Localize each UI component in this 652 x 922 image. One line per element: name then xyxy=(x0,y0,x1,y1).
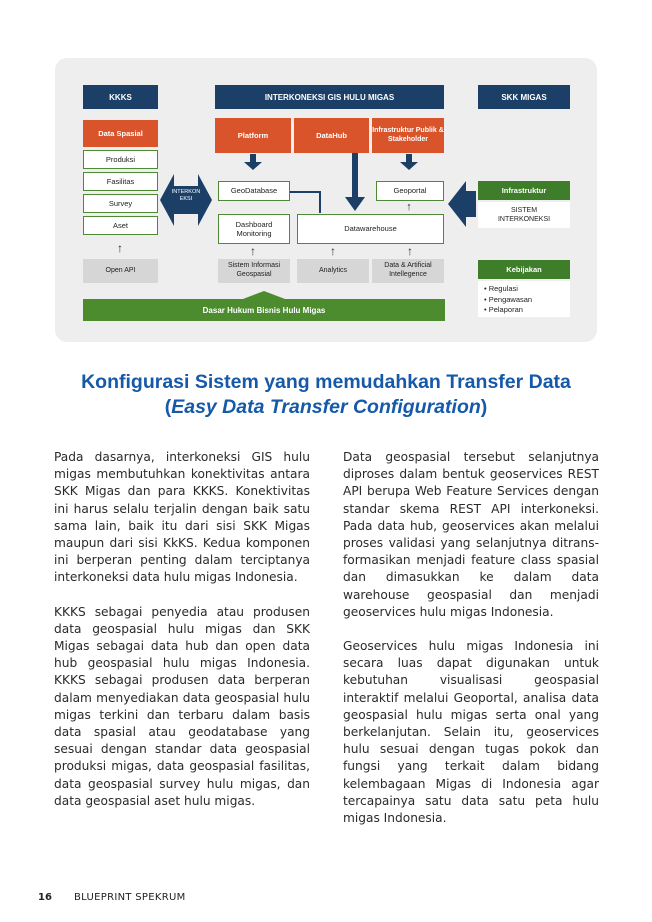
arrow-up-icon: ↑ xyxy=(406,201,412,213)
footer-title: BLUEPRINT SPEKRUM xyxy=(74,892,186,903)
arrow-down-icon xyxy=(244,154,262,170)
paragraph: Geoservices hulu migas Indonesia ini secara luas dapat digunakan untuk kebutuhan visualisasi geospasial interaktif melalui Geoportal, analisa data geospasial hulu migas serta onal yang berkelanjutan. Selain itu, geoservices hulu sesuai dengan tugas pokok dan fungsi yang terkait dalam bidang kelembagaan Migas di Indonesia agar tercapainya satu data satu peta hulu migas Indonesia. xyxy=(343,639,599,826)
header-interkoneksi: INTERKONEKSI GIS HULU MIGAS xyxy=(215,85,444,109)
paragraph: Pada dasarnya, interkoneksi GIS hulu migas membutuhkan konektivitas antara SKK Migas dan para KKKS. Konektivitas ini harus selalu terjalin dengan baik satu sama lain, baik itu dari sisi SKK Migas maupun dari sisi KkKS. Kedua komponen ini berperan penting dalam terciptanya interkoneksi data hulu migas Indonesia. xyxy=(54,450,310,585)
header-kkks: KKKS xyxy=(83,85,158,109)
connector-line xyxy=(319,191,321,213)
arrow-up-icon: ↑ xyxy=(117,241,123,255)
arrow-left-icon xyxy=(448,181,476,227)
produksi-box: Produksi xyxy=(83,150,158,169)
fasilitas-box: Fasilitas xyxy=(83,172,158,191)
left-column xyxy=(54,449,310,827)
paragraph: Data geospasial tersebut selanjutnya diproses dalam bentuk geoservices REST API berupa Web Feature Services dengan standar skema REST API interkoneksi. Pada data hub, geoservices akan melalui proses validasi yang selanjutnya ditrans-formasikan menjadi feature class spasial dan dimasukkan ke dalam data warehouse geospasial dan menjadi geoservices hulu migas Indonesia. xyxy=(343,450,599,619)
page-title xyxy=(30,370,622,420)
aset-box: Aset xyxy=(83,216,158,235)
title-line-2: (Easy Data Transfer Configuration) xyxy=(164,396,488,418)
list-item: • Regulasi xyxy=(484,284,518,293)
interkoneksi-label: INTERKON EKSI xyxy=(171,189,201,202)
datahub-box: DataHub xyxy=(294,118,369,153)
platform-box: Platform xyxy=(215,118,291,153)
dashboard-monitoring-box: Dashboard Monitoring xyxy=(218,214,290,244)
list-item: • Pelaporan xyxy=(484,305,523,314)
arrow-down-icon xyxy=(400,154,418,170)
data-spasial-box: Data Spasial xyxy=(83,120,158,147)
dasar-hukum-label: Dasar Hukum Bisnis Hulu Migas xyxy=(202,305,326,315)
geodatabase-box: GeoDatabase xyxy=(218,181,290,201)
infrastruktur-box: Infrastruktur xyxy=(478,181,570,200)
header-skk-migas: SKK MIGAS xyxy=(478,85,570,109)
kebijakan-list xyxy=(478,281,570,317)
infrastruktur-publik-box: Infrastruktur Publik & Stakeholder xyxy=(372,118,444,153)
arrow-up-icon: ↑ xyxy=(407,244,413,258)
right-column xyxy=(343,449,599,844)
sistem-informasi-box: Sistem Informasi Geospasial xyxy=(218,259,290,283)
page-number: 16 xyxy=(38,892,52,903)
geoportal-box: Geoportal xyxy=(376,181,444,201)
kebijakan-box: Kebijakan xyxy=(478,260,570,279)
datawarehouse-box: Datawarehouse xyxy=(297,214,444,244)
arrow-up-icon: ↑ xyxy=(250,244,256,258)
datahub-arrow-icon xyxy=(345,153,365,213)
analytics-box: Analytics xyxy=(297,259,369,283)
connector-line xyxy=(290,191,320,193)
sistem-interkoneksi-box: SISTEM INTERKONEKSI xyxy=(478,202,570,228)
open-api-box: Open API xyxy=(83,259,158,283)
arrow-up-icon: ↑ xyxy=(330,244,336,258)
title-line-1: Konfigurasi Sistem yang memudahkan Transfer Data xyxy=(81,371,571,393)
paragraph: KKKS sebagai penyedia atau produsen data geospasial hulu migas dan SKK Migas sebagai data hub dan open data hub geospasial hulu migas Indonesia. KKKS sebagai produsen data berperan dalam menyediakan data geospasial hulu migas terkini dan terbaru dalam basis data spasial atau geodatabase yang sesuai dengan standar data geospasial produksi migas, data geospasial fasilitas, data geospasial survey hulu migas, dan data geospasial aset hulu migas. xyxy=(54,604,310,808)
data-ai-box: Data & Artificial Intellegence xyxy=(372,259,444,283)
list-item: • Pengawasan xyxy=(484,294,533,304)
survey-box: Survey xyxy=(83,194,158,213)
